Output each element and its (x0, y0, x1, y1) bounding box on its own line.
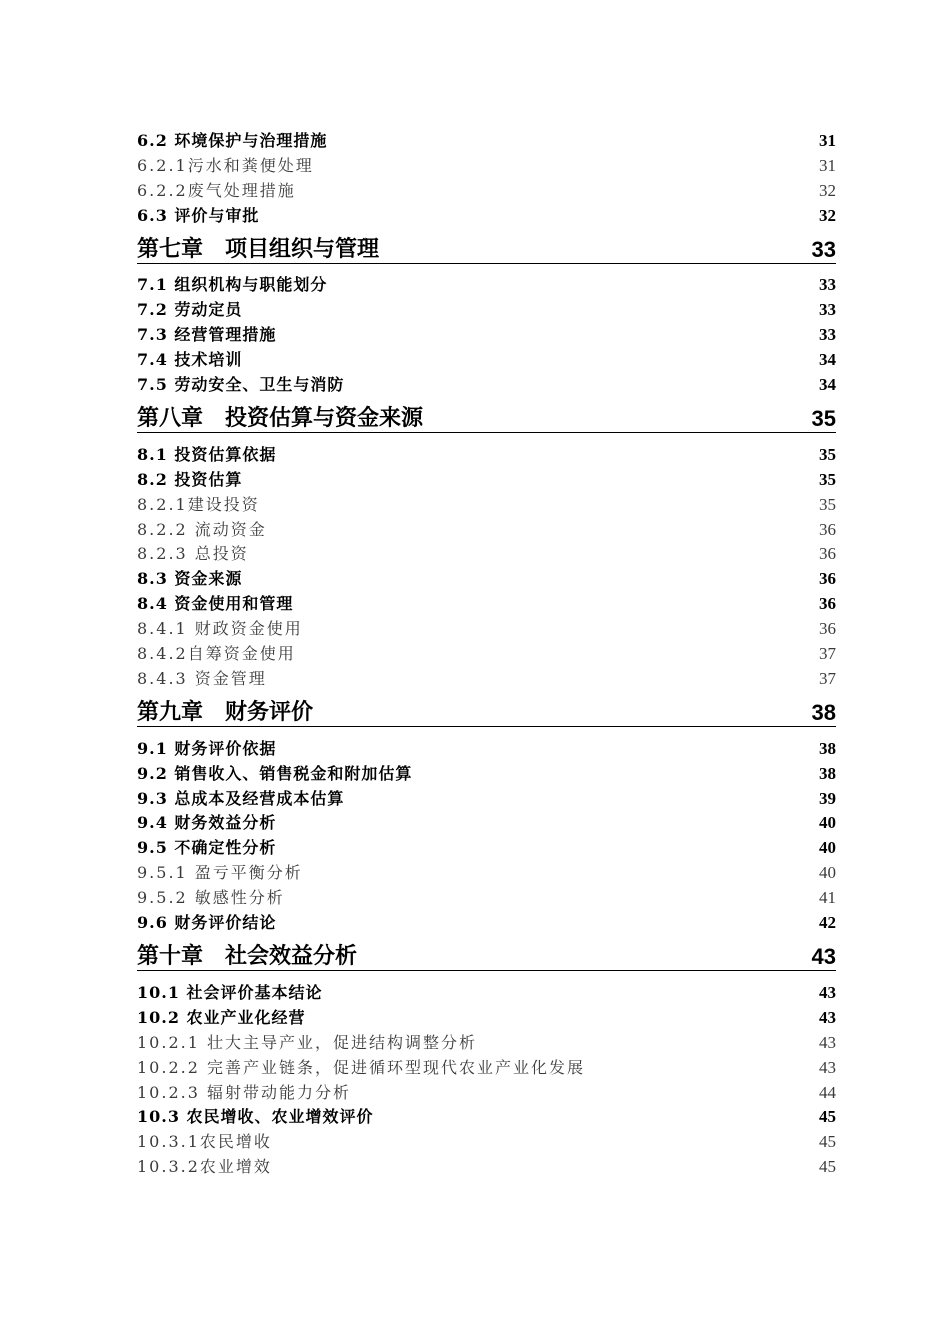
toc-entry-page-number: 36 (819, 619, 836, 639)
toc-entry-page-number: 36 (819, 594, 836, 614)
toc-entry-title: 7.1 组织机构与职能划分 (137, 275, 328, 295)
toc-entry-page-number: 34 (819, 350, 836, 370)
toc-subsection-entry[interactable] (137, 639, 836, 664)
toc-subsection-entry[interactable] (137, 1078, 836, 1103)
toc-entry-page-number: 34 (819, 375, 836, 395)
toc-entry-title: 9.2 销售收入、销售税金和附加估算 (137, 763, 413, 783)
toc-section-entry[interactable] (137, 201, 836, 226)
toc-entry-title: 6.2.2废气处理措施 (137, 180, 296, 200)
toc-entry-title: 10.3 农民增收、农业增效评价 (137, 1107, 374, 1127)
toc-entry-title: 10.1 社会评价基本结论 (137, 982, 323, 1002)
toc-entry-page-number: 39 (819, 788, 836, 808)
toc-entry-page-number: 35 (819, 469, 836, 489)
toc-entry-title: 9.5 不确定性分析 (137, 838, 277, 858)
toc-section-entry[interactable] (137, 809, 836, 834)
toc-entry-page-number: 38 (819, 738, 836, 758)
toc-entry-title: 7.2 劳动定员 (137, 300, 243, 320)
toc-entry-title: 10.3.2农业增效 (137, 1157, 272, 1177)
toc-section-entry[interactable] (137, 978, 836, 1003)
toc-entry-title: 9.1 财务评价依据 (137, 738, 277, 758)
toc-entry-page-number: 33 (811, 236, 836, 262)
toc-section-entry[interactable] (137, 784, 836, 809)
table-of-contents (137, 126, 836, 1177)
toc-subsection-entry[interactable] (137, 1152, 836, 1177)
toc-section-entry[interactable] (137, 271, 836, 296)
toc-entry-title: 8.4.2自筹资金使用 (137, 644, 296, 664)
toc-subsection-entry[interactable] (137, 1127, 836, 1152)
toc-section-entry[interactable] (137, 320, 836, 345)
toc-subsection-entry[interactable] (137, 490, 836, 515)
toc-section-entry[interactable] (137, 759, 836, 784)
toc-section-entry[interactable] (137, 833, 836, 858)
toc-subsection-entry[interactable] (137, 883, 836, 908)
toc-entry-title: 7.4 技术培训 (137, 350, 243, 370)
toc-entry-page-number: 32 (819, 180, 836, 200)
toc-entry-page-number: 35 (811, 406, 836, 432)
toc-chapter-entry[interactable] (137, 394, 836, 433)
toc-section-entry[interactable] (137, 295, 836, 320)
toc-entry-page-number: 38 (811, 699, 836, 725)
toc-entry-page-number: 36 (819, 569, 836, 589)
toc-chapter-entry[interactable] (137, 932, 836, 971)
toc-entry-page-number: 33 (819, 325, 836, 345)
toc-entry-page-number: 40 (819, 838, 836, 858)
toc-entry-title: 8.1 投资估算依据 (137, 444, 277, 464)
toc-entry-page-number: 45 (819, 1107, 836, 1127)
toc-entry-title: 6.2 环境保护与治理措施 (137, 130, 328, 150)
toc-entry-page-number: 33 (819, 275, 836, 295)
toc-entry-title: 6.3 评价与审批 (137, 205, 260, 225)
toc-entry-page-number: 31 (819, 130, 836, 150)
toc-section-entry[interactable] (137, 370, 836, 395)
toc-entry-page-number: 35 (819, 494, 836, 514)
toc-entry-title: 7.5 劳动安全、卫生与消防 (137, 375, 345, 395)
toc-section-entry[interactable] (137, 1003, 836, 1028)
toc-section-entry[interactable] (137, 126, 836, 151)
toc-entry-title: 9.6 财务评价结论 (137, 913, 277, 933)
toc-entry-title: 8.4 资金使用和管理 (137, 594, 294, 614)
toc-entry-page-number: 42 (819, 913, 836, 933)
toc-entry-title: 8.2.1建设投资 (137, 494, 260, 514)
toc-subsection-entry[interactable] (137, 540, 836, 565)
toc-entry-page-number: 32 (819, 205, 836, 225)
toc-entry-page-number: 43 (819, 1057, 836, 1077)
toc-entry-title: 9.4 财务效益分析 (137, 813, 277, 833)
toc-entry-title: 8.2.2 流动资金 (137, 519, 267, 539)
toc-chapter-entry[interactable] (137, 688, 836, 727)
toc-entry-page-number: 36 (819, 519, 836, 539)
toc-entry-page-number: 45 (819, 1132, 836, 1152)
toc-entry-title: 9.3 总成本及经营成本估算 (137, 788, 345, 808)
toc-entry-title: 10.2.3 辐射带动能力分析 (137, 1082, 351, 1102)
toc-entry-title: 9.5.2 敏感性分析 (137, 888, 285, 908)
toc-section-entry[interactable] (137, 440, 836, 465)
toc-section-entry[interactable] (137, 465, 836, 490)
toc-subsection-entry[interactable] (137, 1053, 836, 1078)
toc-entry-title: 6.2.1污水和粪便处理 (137, 155, 314, 175)
toc-entry-title: 10.3.1农民增收 (137, 1132, 272, 1152)
toc-entry-title: 第七章 项目组织与管理 (137, 236, 380, 262)
toc-entry-page-number: 44 (819, 1082, 836, 1102)
toc-subsection-entry[interactable] (137, 664, 836, 689)
toc-entry-page-number: 40 (819, 813, 836, 833)
toc-section-entry[interactable] (137, 1103, 836, 1128)
toc-section-entry[interactable] (137, 564, 836, 589)
toc-section-entry[interactable] (137, 908, 836, 933)
toc-entry-title: 8.3 资金来源 (137, 569, 243, 589)
toc-entry-page-number: 40 (819, 863, 836, 883)
toc-entry-title: 第十章 社会效益分析 (137, 944, 358, 970)
toc-subsection-entry[interactable] (137, 858, 836, 883)
toc-subsection-entry[interactable] (137, 1028, 836, 1053)
toc-subsection-entry[interactable] (137, 176, 836, 201)
toc-entry-title: 8.4.3 资金管理 (137, 668, 267, 688)
toc-entry-page-number: 38 (819, 763, 836, 783)
toc-entry-title: 8.2 投资估算 (137, 469, 243, 489)
toc-entry-page-number: 43 (811, 944, 836, 970)
toc-entry-page-number: 35 (819, 444, 836, 464)
toc-entry-page-number: 36 (819, 544, 836, 564)
toc-entry-page-number: 37 (819, 668, 836, 688)
toc-entry-page-number: 43 (819, 982, 836, 1002)
toc-entry-page-number: 37 (819, 644, 836, 664)
toc-entry-title: 10.2.1 壮大主导产业，促进结构调整分析 (137, 1032, 477, 1052)
toc-subsection-entry[interactable] (137, 614, 836, 639)
toc-section-entry[interactable] (137, 345, 836, 370)
toc-entry-title: 8.4.1 财政资金使用 (137, 619, 303, 639)
toc-entry-title: 7.3 经营管理措施 (137, 325, 277, 345)
toc-chapter-entry[interactable] (137, 225, 836, 264)
toc-subsection-entry[interactable] (137, 515, 836, 540)
toc-entry-page-number: 45 (819, 1157, 836, 1177)
toc-entry-title: 9.5.1 盈亏平衡分析 (137, 863, 303, 883)
toc-entry-title: 第八章 投资估算与资金来源 (137, 406, 424, 432)
toc-section-entry[interactable] (137, 734, 836, 759)
toc-entry-title: 10.2 农业产业化经营 (137, 1007, 306, 1027)
toc-entry-page-number: 33 (819, 300, 836, 320)
toc-entry-title: 8.2.3 总投资 (137, 544, 249, 564)
toc-entry-page-number: 43 (819, 1032, 836, 1052)
toc-entry-title: 10.2.2 完善产业链条，促进循环型现代农业产业化发展 (137, 1057, 585, 1077)
toc-entry-page-number: 31 (819, 155, 836, 175)
toc-subsection-entry[interactable] (137, 151, 836, 176)
toc-entry-page-number: 43 (819, 1007, 836, 1027)
toc-section-entry[interactable] (137, 589, 836, 614)
toc-entry-title: 第九章 财务评价 (137, 699, 314, 725)
toc-entry-page-number: 41 (819, 888, 836, 908)
